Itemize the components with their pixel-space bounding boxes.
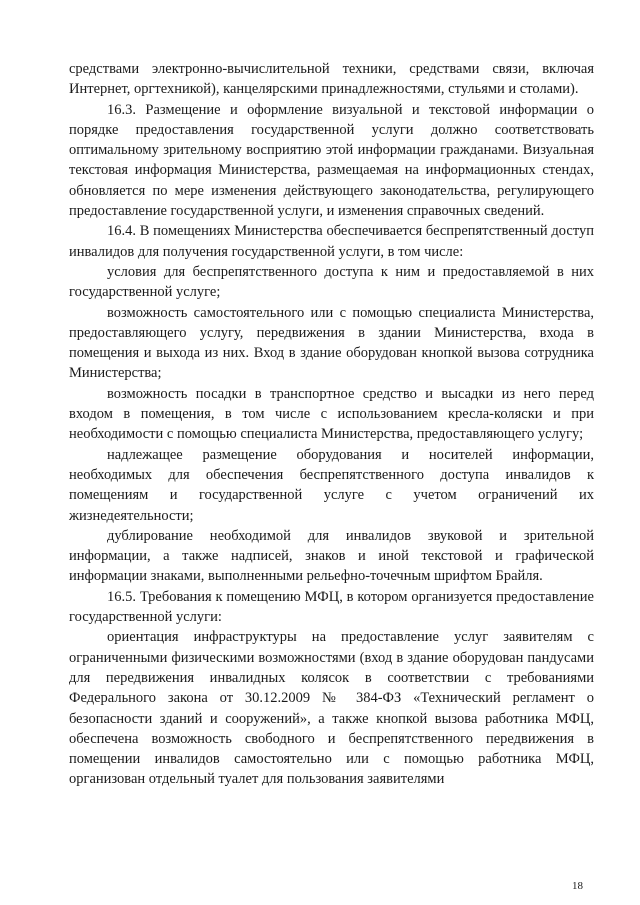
list-item-equipment-placement: надлежащее размещение оборудования и носителей информации, необходимых для обеспечения беспрепятственного доступа инвалидов к помещениям и государственной услуге с учетом ограничений их жизнедеятельности; bbox=[69, 446, 594, 524]
paragraph-16-4: 16.4. В помещениях Министерства обеспечивается беспрепятственный доступ инвалидов для получения государственной услуги, в том числе: bbox=[69, 223, 594, 260]
document-body bbox=[69, 59, 594, 790]
list-item-access-conditions: условия для беспрепятственного доступа к ним и предоставляемой в них государственной услуге; bbox=[69, 263, 594, 301]
list-item-movement: возможность самостоятельного или с помощью специалиста Министерства, предоставляющего услугу, передвижения в здании Министерства, входа в помещения и выхода из них. Вход в здание оборудован кнопкой вызова сотрудника Министерства; bbox=[69, 304, 594, 382]
list-item-infrastructure: ориентация инфраструктуры на предоставление услуг заявителям с ограниченными физическими возможностями (вход в здание оборудован пандусами для передвижения инвалидных колясок в соответствии с требованиями Федерального закона от 30.12.2009 № 384-ФЗ «Технический регламент о безопасности зданий и сооружений», а также кнопкой вызова работника МФЦ, обеспечена возможность свободного и беспрепятственного передвижения в помещении инвалидов самостоятельно или с помощью работника МФЦ, организован отдельный туалет для пользования заявителями bbox=[69, 629, 594, 788]
paragraph-16-5: 16.5. Требования к помещению МФЦ, в котором организуется предоставление государственной услуги: bbox=[69, 588, 594, 626]
paragraph-16-3: 16.3. Размещение и оформление визуальной и текстовой информации о порядке предоставления государственной услуги должно соответствовать оптимальному зрительному восприятию этой информации гражданами. Визуальная текстовая информация Министерства, размещаемая на информационных стендах, обновляется по мере изменения действующего законодательства, регулирующего предоставление государственной услуги, и изменения справочных сведений. bbox=[69, 101, 594, 220]
list-item-transport: возможность посадки в транспортное средство и высадки из него перед входом в помещения, в том числе с использованием кресла-коляски и при необходимости с помощью специалиста Министерства, предоставляющего услугу; bbox=[69, 385, 594, 443]
page-number: 18 bbox=[572, 880, 583, 892]
list-item-braille: дублирование необходимой для инвалидов звуковой и зрительной информации, а также надписей, знаков и иной текстовой и графической информации знаками, выполненными рельефно-точечным шрифтом Брайля. bbox=[69, 527, 594, 585]
paragraph-equipment-continuation: средствами электронно-вычислительной техники, средствами связи, включая Интернет, оргтехникой), канцелярскими принадлежностями, стульями и столами). bbox=[69, 61, 594, 98]
